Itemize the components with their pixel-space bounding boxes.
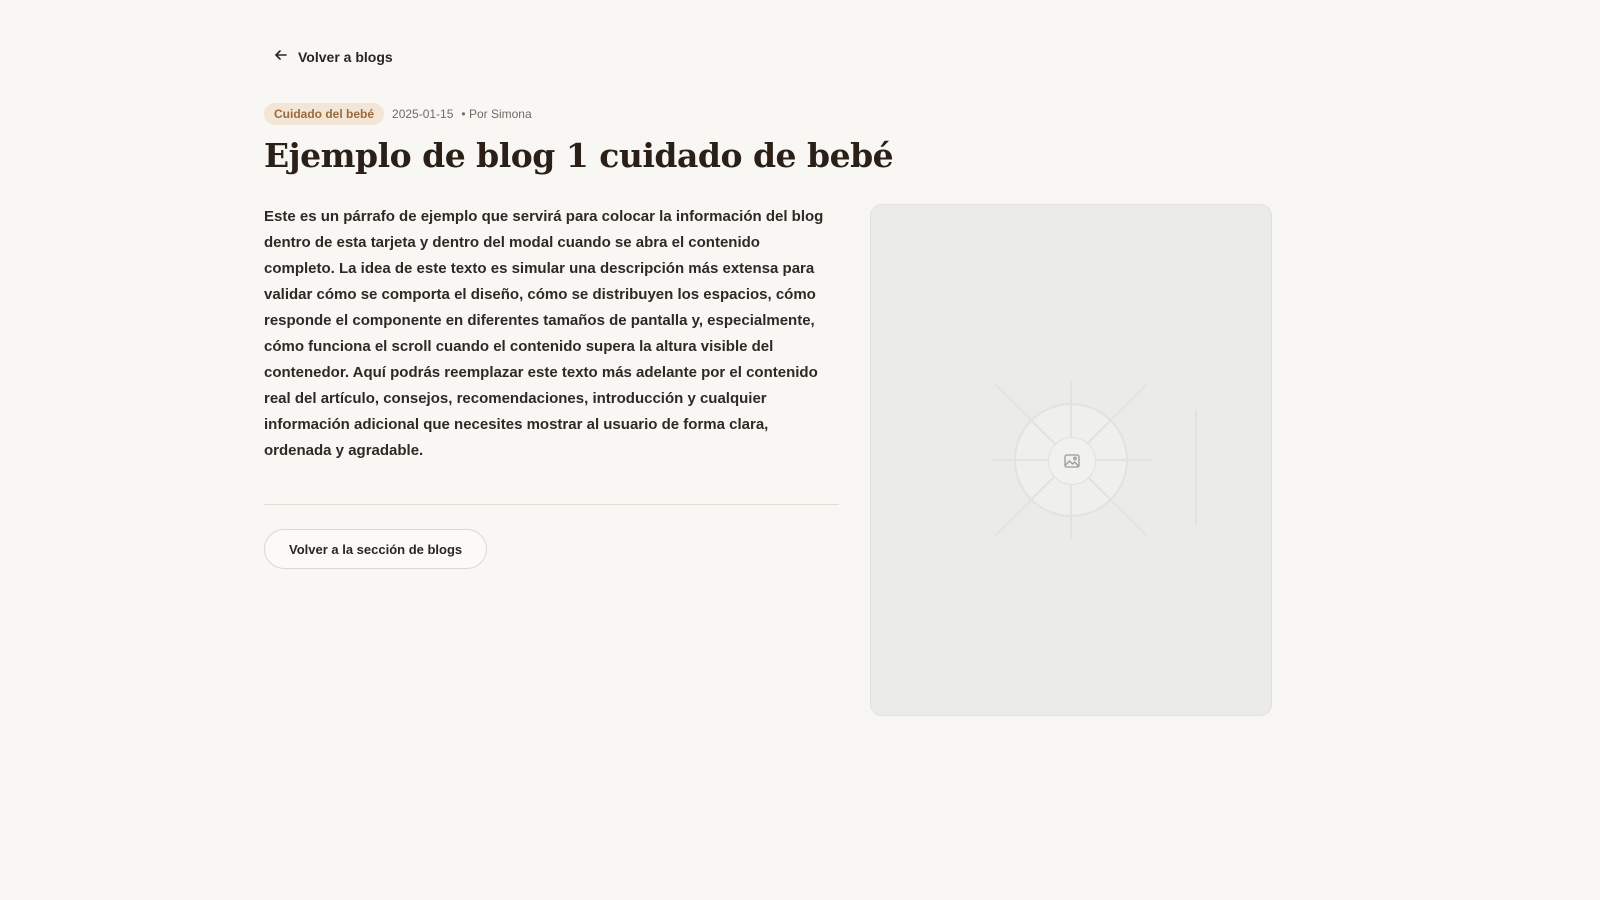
arrow-left-icon [274, 48, 288, 65]
back-to-blogs-label: Volver a blogs [298, 48, 393, 65]
back-to-section-button[interactable]: Volver a la sección de blogs [264, 529, 487, 569]
divider [264, 504, 839, 505]
post-body: Este es un párrafo de ejemplo que servirá para colocar la información del blog dentro de esta tarjeta y dentro del modal cuando se abra el contenido completo. La idea de este texto es simular una descripción más extensa para validar cómo se comporta el diseño, cómo se distribuyen los espacios, cómo responde el componente en diferentes tamaños de pantalla y, especialmente, cómo funciona el scroll cuando el contenido supera la altura visible del contenedor. Aquí podrás reemplazar este texto más adelante por el contenido real del artículo, consejos, recomendaciones, introducción y cualquier información adicional que necesites mostrar al usuario de forma clara, ordenada y agradable. [264, 208, 824, 459]
image-icon [1048, 437, 1096, 485]
back-to-blogs-link[interactable] [274, 48, 393, 65]
category-badge: Cuidado del bebé [264, 103, 384, 125]
post-meta [264, 103, 532, 125]
post-title: Ejemplo de blog 1 cuidado de bebé [264, 136, 894, 175]
image-placeholder [870, 204, 1272, 716]
post-author: • Por Simona [461, 107, 532, 121]
post-date: 2025-01-15 [392, 107, 454, 121]
